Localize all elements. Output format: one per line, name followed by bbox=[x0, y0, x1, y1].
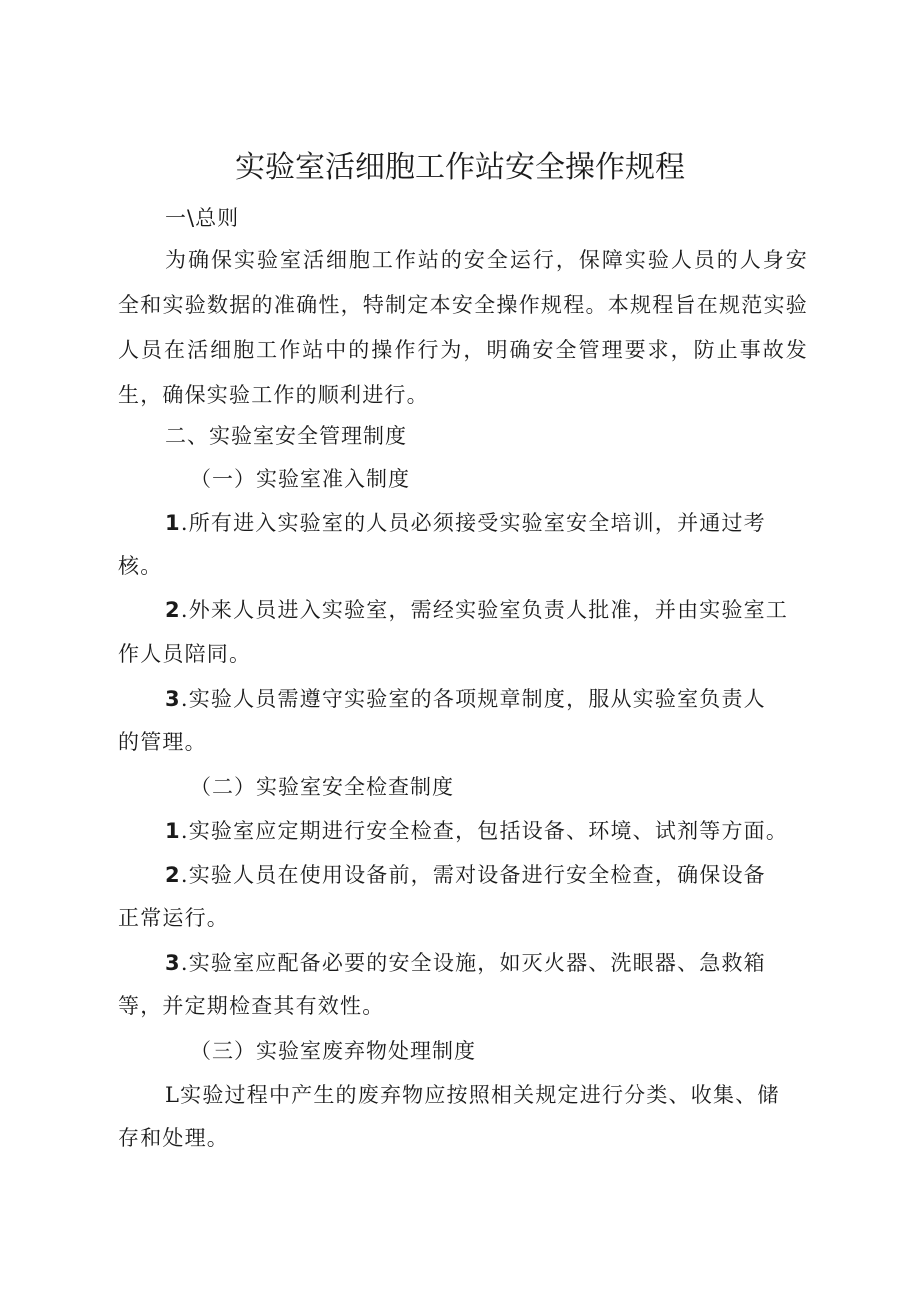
list-item-continuation: 的管理。 bbox=[118, 730, 207, 754]
list-item bbox=[165, 595, 788, 625]
section-heading-general: 一\总则 bbox=[165, 206, 240, 230]
subsection-heading-waste: （三）实验室废弃物处理制度 bbox=[190, 1039, 476, 1063]
page-title: 实验室活细胞工作站安全操作规程 bbox=[235, 150, 685, 185]
list-item bbox=[165, 684, 766, 714]
section-heading-management: 二、实验室安全管理制度 bbox=[165, 424, 407, 448]
list-item-continuation: 正常运行。 bbox=[118, 906, 229, 930]
item-number: 2 bbox=[165, 863, 181, 887]
subsection-heading-access: （一）实验室准入制度 bbox=[190, 467, 410, 491]
list-item bbox=[165, 860, 766, 890]
list-item bbox=[165, 508, 766, 538]
list-item bbox=[165, 1080, 780, 1110]
general-paragraph: 为确保实验室活细胞工作站的安全运行，保障实验人员的人身安全和实验数据的准确性，特制定本安全操作规程。本规程旨在规范实验人员在活细胞工作站中的操作行为，明确安全管理要求，防止事故发生，确保实验工作的顺利进行。 bbox=[118, 248, 808, 407]
subsection-heading-inspection: （二）实验室安全检查制度 bbox=[190, 775, 454, 799]
list-item-continuation: 作人员陪同。 bbox=[118, 642, 252, 666]
item-number: 1 bbox=[165, 511, 181, 535]
item-number: L bbox=[165, 1083, 181, 1107]
item-number: 1 bbox=[165, 819, 181, 843]
list-item bbox=[165, 948, 766, 978]
list-item-continuation: 存和处理。 bbox=[118, 1126, 229, 1150]
item-text: .实验人员在使用设备前，需对设备进行安全检查，确保设备 bbox=[180, 863, 766, 887]
item-text: .外来人员进入实验室，需经实验室负责人批准，并由实验室工 bbox=[180, 598, 789, 622]
item-text: .实验室应定期进行安全检查，包括设备、环境、试剂等方面。 bbox=[180, 819, 789, 843]
item-text: 实验过程中产生的废弃物应按照相关规定进行分类、收集、储 bbox=[180, 1083, 780, 1107]
item-number: 2 bbox=[165, 598, 181, 622]
list-item-continuation: 等，并定期检查其有效性。 bbox=[118, 994, 385, 1018]
item-text: .实验人员需遵守实验室的各项规章制度，服从实验室负责人 bbox=[180, 687, 766, 711]
list-item-continuation: 核。 bbox=[118, 554, 163, 578]
list-item bbox=[165, 816, 788, 846]
item-number: 3 bbox=[165, 687, 181, 711]
item-number: 3 bbox=[165, 951, 181, 975]
item-text: .所有进入实验室的人员必须接受实验室安全培训，并通过考 bbox=[180, 511, 766, 535]
item-text: .实验室应配备必要的安全设施，如灭火器、洗眼器、急救箱 bbox=[180, 951, 766, 975]
